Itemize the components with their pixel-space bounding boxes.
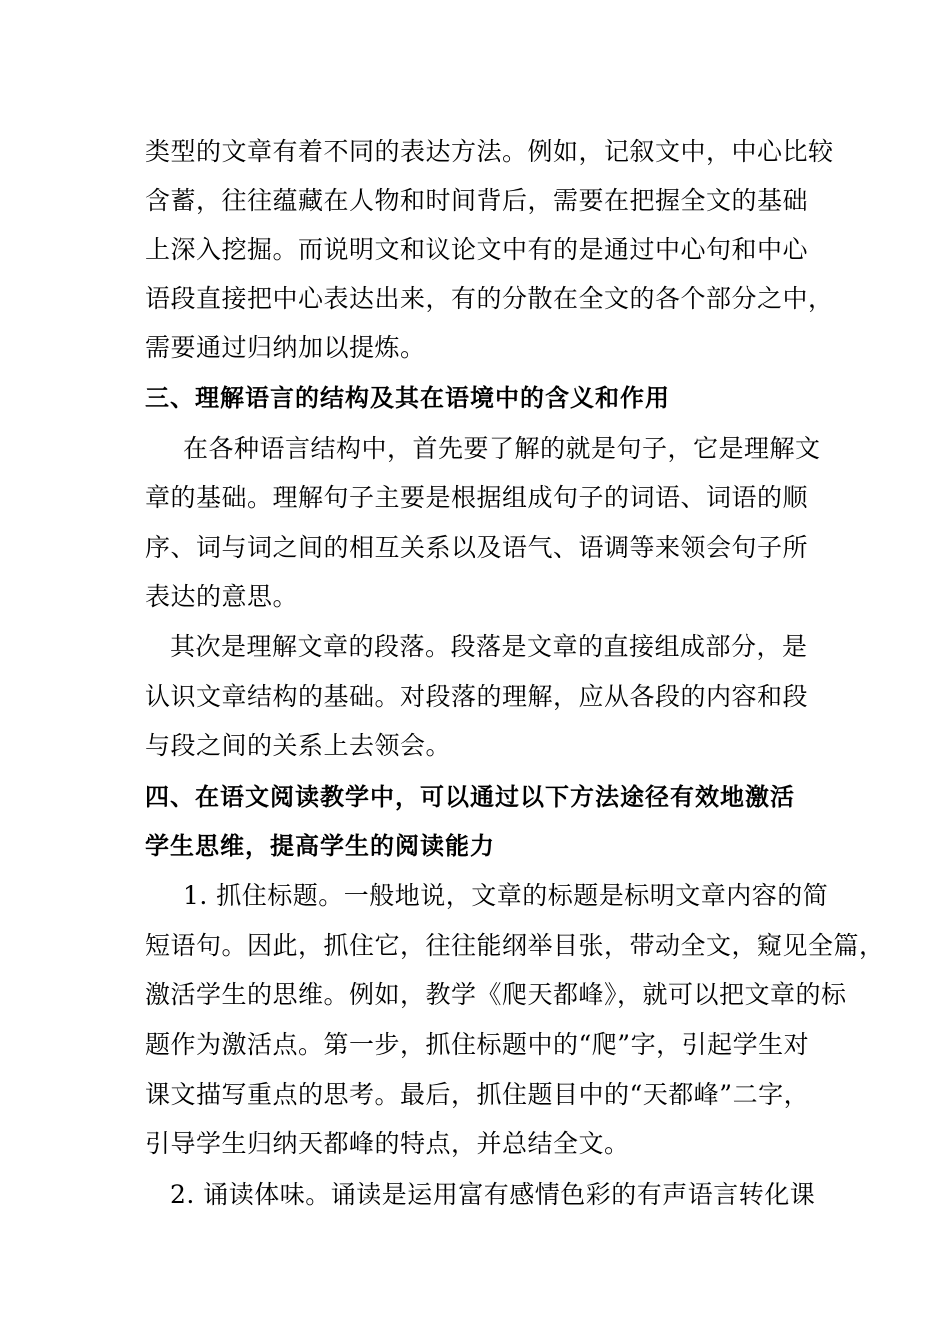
text-line: 表达的意思。 bbox=[145, 582, 299, 611]
text-line: 引导学生归纳天都峰的特点，并总结全文。 bbox=[145, 1129, 630, 1158]
text-line: 2. 诵读体味。诵读是运用富有感情色彩的有声语言转化课 bbox=[170, 1180, 816, 1209]
text-line: 在各种语言结构中，首先要了解的就是句子，它是理解文 bbox=[183, 434, 821, 463]
text-line: 语段直接把中心表达出来，有的分散在全文的各个部分之中， bbox=[145, 284, 834, 313]
text-line: 需要通过归纳加以提炼。 bbox=[145, 333, 426, 362]
heading-line: 四、在语文阅读教学中，可以通过以下方法途径有效地激活 bbox=[145, 783, 795, 811]
heading-line: 学生思维，提高学生的阅读能力 bbox=[145, 832, 495, 860]
text-line: 题作为激活点。第一步，抓住标题中的“爬”字，引起学生对 bbox=[145, 1030, 810, 1059]
text-line: 激活学生的思维。例如，教学《爬天都峰》，就可以把文章的标 bbox=[145, 980, 847, 1009]
text-line: 上深入挖掘。而说明文和议论文中有的是通过中心句和中心 bbox=[145, 235, 809, 264]
text-line: 类型的文章有着不同的表达方法。例如，记叙文中，中心比较 bbox=[145, 137, 834, 166]
text-line: 其次是理解文章的段落。段落是文章的直接组成部分，是 bbox=[170, 632, 808, 661]
text-line: 与段之间的关系上去领会。 bbox=[145, 731, 452, 760]
text-line: 含蓄，往往蕴藏在人物和时间背后，需要在把握全文的基础 bbox=[145, 186, 809, 215]
text-line: 课文描写重点的思考。最后，抓住题目中的“天都峰”二字， bbox=[145, 1080, 810, 1109]
text-line: 章的基础。理解句子主要是根据组成句子的词语、词语的顺 bbox=[145, 483, 809, 512]
text-line: 认识文章结构的基础。对段落的理解，应从各段的内容和段 bbox=[145, 682, 809, 711]
text-line: 序、词与词之间的相互关系以及语气、语调等来领会句子所 bbox=[145, 533, 809, 562]
text-line: 短语句。因此，抓住它，往往能纲举目张，带动全文，窥见全篇， bbox=[145, 931, 885, 960]
text-line: 1. 抓住标题。一般地说，文章的标题是标明文章内容的简 bbox=[183, 881, 829, 910]
section-heading-3: 三、理解语言的结构及其在语境中的含义和作用 bbox=[145, 384, 670, 412]
